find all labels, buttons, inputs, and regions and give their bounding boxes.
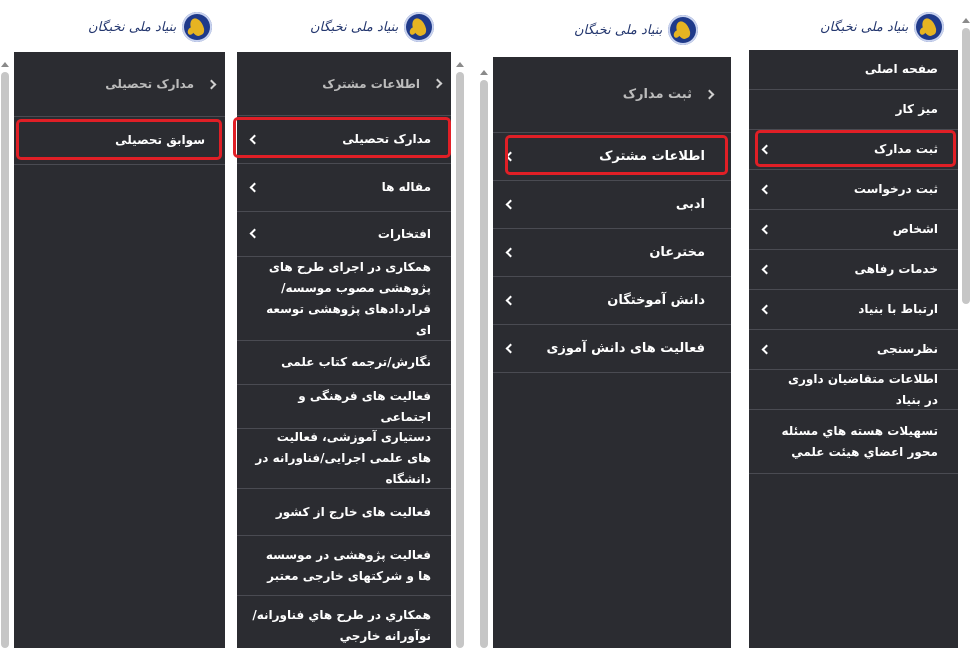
menu-item-referee-applicants[interactable] <box>749 370 958 410</box>
menu-item-education-docs[interactable] <box>237 116 451 164</box>
menu-item-student-activities[interactable] <box>493 325 731 373</box>
menu-item-label: ثبت درخواست <box>853 182 938 196</box>
emblem-icon <box>182 12 212 42</box>
scrollbar[interactable] <box>962 28 970 304</box>
emblem-icon <box>914 12 944 42</box>
chevron-left-icon <box>506 295 516 305</box>
emblem-icon <box>404 12 434 42</box>
menu-item-label: همکاری در اجرای طرح های پژوهشی مصوب موسسه/قراردادهای پژوهشی توسعه ای <box>266 259 431 337</box>
chevron-left-icon <box>506 199 516 209</box>
chevron-left-icon <box>506 151 516 161</box>
menu-item-contact[interactable] <box>749 290 958 330</box>
menu-item-label: میز کار <box>895 102 938 116</box>
menu-item-abroad-activities[interactable] <box>237 489 451 536</box>
menu-item-research-cooperation[interactable] <box>237 257 451 341</box>
menu-item-welfare[interactable] <box>749 250 958 290</box>
chevron-right-icon <box>433 79 443 89</box>
scroll-up-icon[interactable] <box>962 18 970 23</box>
menu-item-cultural-activities[interactable] <box>237 385 451 429</box>
chevron-left-icon <box>506 343 516 353</box>
menu-item-label: نظرسنجی <box>876 342 938 356</box>
menu-item-register-request[interactable] <box>749 170 958 210</box>
panel-education-records <box>0 0 232 648</box>
menu-item-honors[interactable] <box>237 212 451 257</box>
scroll-up-icon[interactable] <box>456 62 464 67</box>
menu-item-desk[interactable] <box>749 90 958 130</box>
menu-item-foreign-research[interactable] <box>237 536 451 596</box>
menu-item-label: فعالیت پژوهشی در موسسه ها و شرکتهای خارجی معتبر <box>265 547 431 583</box>
menu-item-label: دستیاری آموزشی، فعالیت های علمی اجرایی/فناورانه در دانشگاه <box>255 430 431 486</box>
panel-main-menu <box>740 0 975 648</box>
menu-item-label: ارتباط با بنیاد <box>858 302 938 316</box>
back-button[interactable] <box>493 57 731 133</box>
brand-name: بنیاد ملی نخبگان <box>820 19 909 35</box>
chevron-left-icon <box>506 247 516 257</box>
menu-item-register-docs[interactable] <box>749 130 958 170</box>
chevron-left-icon <box>762 304 772 314</box>
scrollbar[interactable] <box>456 72 464 648</box>
menu-item-label: خدمات رفاهی <box>854 262 938 276</box>
chevron-left-icon <box>762 144 772 154</box>
menu-item-label: اشخاص <box>892 222 938 236</box>
scrollbar[interactable] <box>1 72 9 648</box>
menu-item-faculty-facilities[interactable] <box>749 410 958 474</box>
menu-item-label: فعالیت های فرهنگی و اجتماعی <box>298 388 431 424</box>
brand-logo <box>88 10 212 44</box>
menu-item-articles[interactable] <box>237 164 451 212</box>
menu-item-label: مقاله ها <box>381 180 431 194</box>
menu-item-label: مدارک تحصیلی <box>342 132 431 146</box>
menu-item-teaching-assistance[interactable] <box>237 429 451 489</box>
menu-item-label: فعالیت های دانش آموزی <box>546 341 705 356</box>
chevron-left-icon <box>250 182 260 192</box>
menu-item-label: مخترعان <box>649 245 705 260</box>
menu-item-shared-info[interactable] <box>493 133 731 181</box>
chevron-left-icon <box>250 229 260 239</box>
brand-logo <box>820 10 944 44</box>
brand-logo <box>574 13 698 47</box>
menu-item-label: سوابق تحصیلی <box>115 133 205 147</box>
menu-item-label: ادبی <box>675 197 705 212</box>
menu-item-book-writing[interactable] <box>237 341 451 385</box>
menu-item-label: صفحه اصلی <box>864 62 938 76</box>
scrollbar[interactable] <box>480 80 488 648</box>
scroll-up-icon[interactable] <box>1 62 9 67</box>
brand-name: بنیاد ملی نخبگان <box>88 19 177 35</box>
chevron-left-icon <box>762 264 772 274</box>
back-button[interactable] <box>237 52 451 116</box>
brand-name: بنیاد ملی نخبگان <box>574 22 663 38</box>
menu-item-label: فعالیت های خارج از کشور <box>275 504 431 519</box>
menu-item-education-history[interactable] <box>14 117 225 165</box>
menu-item-persons[interactable] <box>749 210 958 250</box>
menu-item-label: همکاري در طرح هاي فناورانه/نوآورانه خارجي <box>252 607 431 643</box>
brand-name: بنیاد ملی نخبگان <box>310 19 399 35</box>
menu-item-label: اطلاعات متقاضیان داوری در بنیاد <box>788 371 938 407</box>
menu-item-label: تسهیلات هسته هاي مسئله محور اعضاي هیئت علمي <box>781 423 938 459</box>
menu-item-label: افتخارات <box>377 226 431 241</box>
chevron-left-icon <box>762 224 772 234</box>
menu-item-home[interactable] <box>749 50 958 90</box>
panel-register-docs <box>476 0 740 648</box>
scroll-up-icon[interactable] <box>480 70 488 75</box>
menu-item-foreign-tech-projects[interactable] <box>237 596 451 648</box>
menu-item-literary[interactable] <box>493 181 731 229</box>
chevron-right-icon <box>705 90 715 100</box>
back-button[interactable] <box>14 52 225 117</box>
menu-item-inventors[interactable] <box>493 229 731 277</box>
main-menu <box>749 50 958 648</box>
chevron-left-icon <box>250 134 260 144</box>
submenu <box>237 52 451 648</box>
chevron-right-icon <box>207 79 217 89</box>
menu-item-graduates[interactable] <box>493 277 731 325</box>
menu-item-label: اطلاعات مشترک <box>599 149 705 164</box>
emblem-icon <box>668 15 698 45</box>
menu-item-survey[interactable] <box>749 330 958 370</box>
panel-shared-info <box>232 0 476 648</box>
back-label: ثبت مدارک <box>622 87 692 102</box>
submenu <box>493 57 731 648</box>
back-label: اطلاعات مشترک <box>322 76 420 91</box>
chevron-left-icon <box>762 344 772 354</box>
brand-logo <box>310 10 434 44</box>
back-label: مدارک تحصیلی <box>105 77 194 91</box>
submenu <box>14 52 225 648</box>
menu-item-label: ثبت مدارک <box>874 142 938 156</box>
menu-item-label: نگارش/ترجمه کتاب علمی <box>281 355 431 369</box>
menu-item-label: دانش آموختگان <box>607 293 705 308</box>
chevron-left-icon <box>762 184 772 194</box>
